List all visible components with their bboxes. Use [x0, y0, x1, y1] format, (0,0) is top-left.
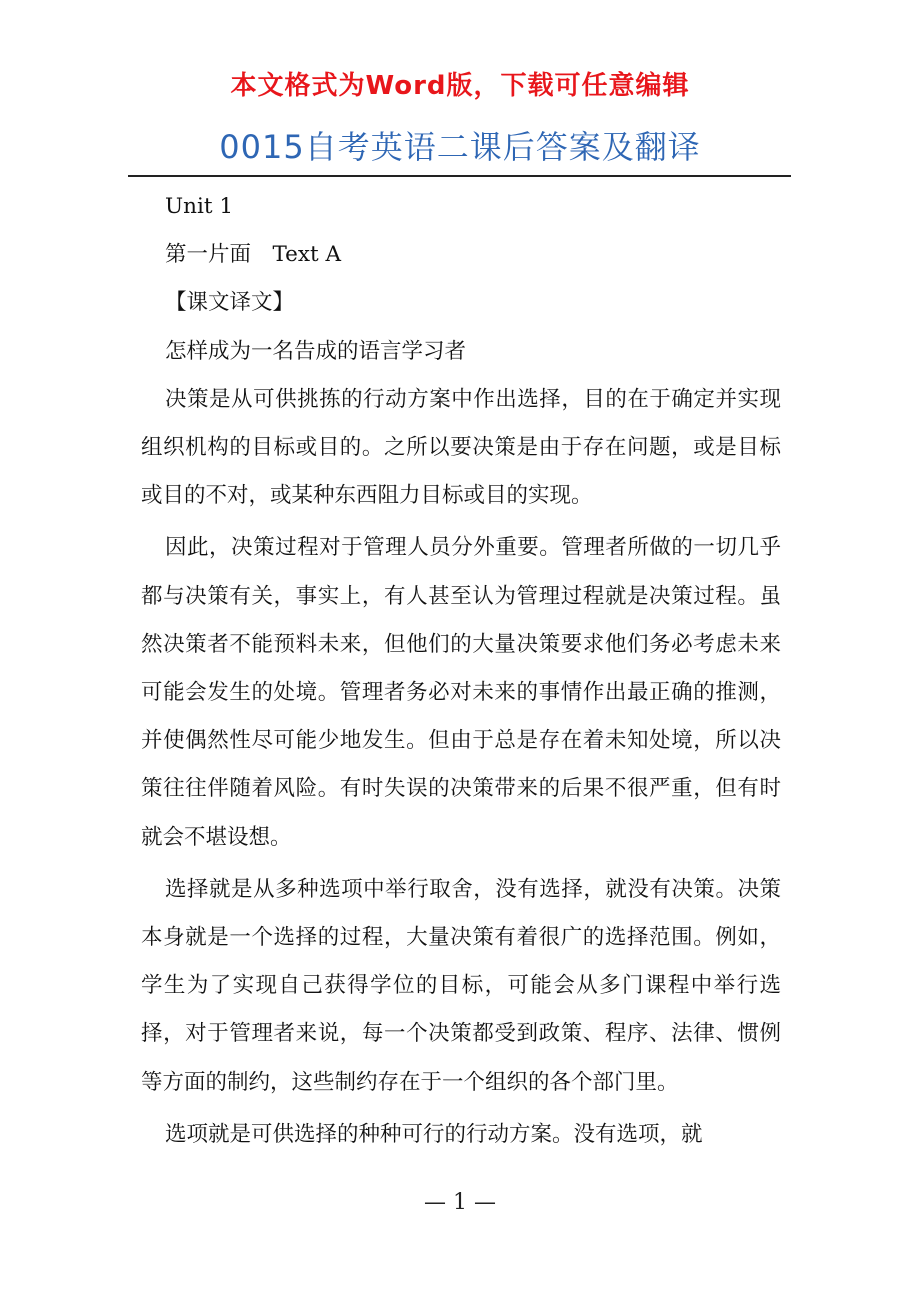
paragraph: 因此，决策过程对于管理人员分外重要。管理者所做的一切几乎都与决策有关，事实上，有人甚至认为管理过程就是决策过程。虽然决策者不能预料未来，但他们的大量决策要求他们务必考虑未来可能会发生的处境。管理者务必对未来的事情作出最正确的推测，并使偶然性尽可能少地发生。但由于总是存在着未知处境，所以决策往往伴随着风险。有时失误的决策带来的后果不很严重，但有时就会不堪设想。 [141, 535, 781, 850]
paragraph: 选择就是从多种选项中举行取舍，没有选择，就没有决策。决策本身就是一个选择的过程，大量决策有着很广的选择范围。例如，学生为了实现自己获得学位的目标，可能会从多门课程中举行选择，对于管理者来说，每一个决策都受到政策、程序、法律、惯例等方面的制约，这些制约存在于一个组织的各个部门里。 [141, 876, 781, 1095]
section-heading: 【课文译文】 [165, 290, 295, 316]
document-title: 0015自考英语二课后答案及翻译 [219, 128, 701, 166]
unit-label: Unit 1 [165, 194, 233, 219]
document-body [141, 183, 781, 1159]
title-divider [128, 175, 791, 177]
page-number: — 1 — [424, 1190, 496, 1215]
paragraph: 选项就是可供选择的种种可行的行动方案。没有选项，就 [165, 1121, 703, 1147]
format-banner: 本文格式为Word版，下载可任意编辑 [230, 71, 690, 101]
section-label: 第一片面 Text A [165, 242, 342, 268]
text-subtitle: 怎样成为一名告成的语言学习者 [165, 338, 467, 364]
paragraph: 决策是从可供挑拣的行动方案中作出选择，目的在于确定并实现组织机构的目标或目的。之所以要决策是由于存在问题，或是目标或目的不对，或某种东西阻力目标或目的实现。 [141, 386, 781, 509]
